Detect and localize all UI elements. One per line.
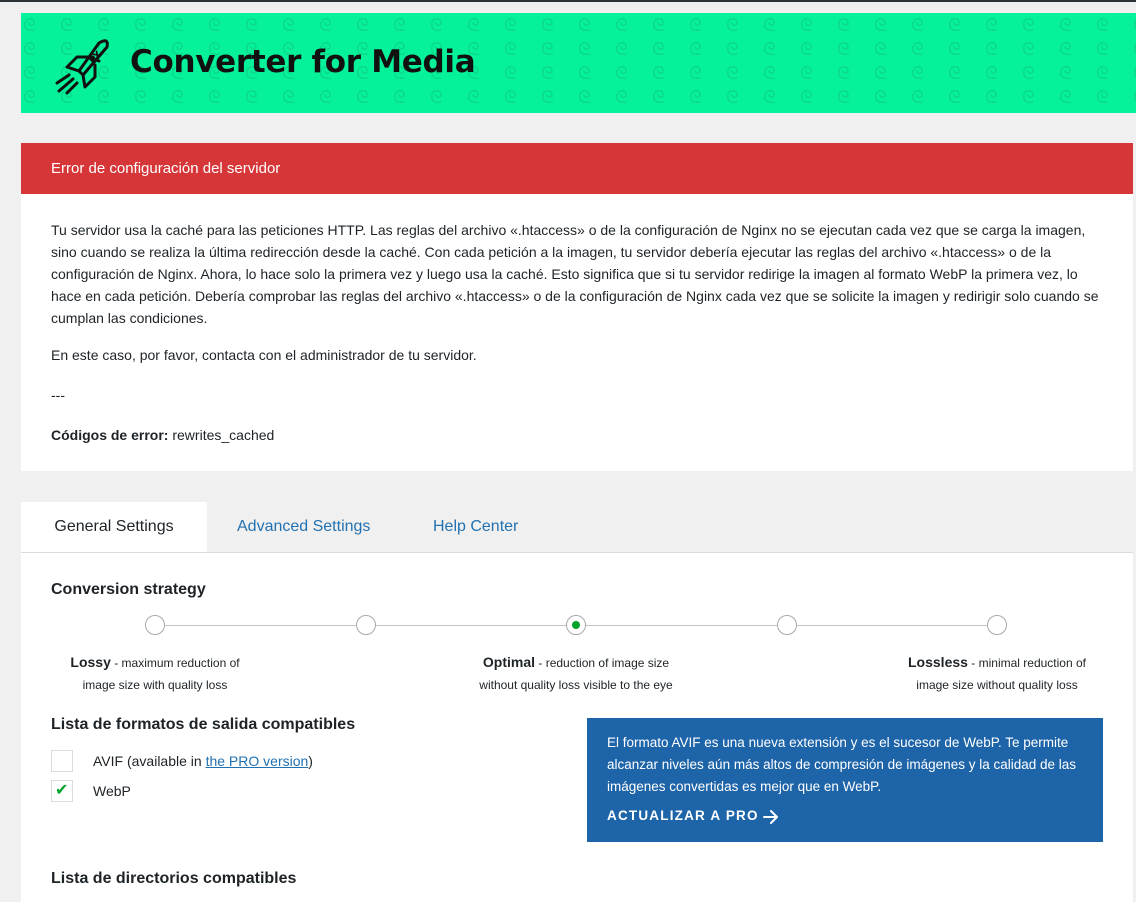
error-codes-label: Códigos de error: — [51, 427, 169, 443]
error-notice-title: Error de configuración del servidor — [51, 160, 281, 177]
error-separator: --- — [51, 387, 65, 403]
strategy-desc: - reduction of image size — [535, 656, 670, 670]
strategy-selected-dot — [572, 621, 580, 629]
settings-tabs — [21, 502, 1133, 553]
webp-label: WebP — [93, 783, 131, 799]
avif-promo-box — [587, 718, 1103, 842]
strategy-desc: without quality loss visible to the eye — [479, 678, 673, 692]
strategy-option-lossy[interactable] — [145, 615, 165, 635]
rocket-logo-icon — [49, 31, 115, 97]
avif-checkbox[interactable] — [51, 750, 73, 772]
strategy-option-optimal[interactable] — [566, 615, 586, 635]
error-notice-header — [21, 143, 1133, 194]
error-contact-text: En este caso, por favor, contacta con el administrador de tu servidor. — [51, 347, 477, 363]
directories-title: Lista de directorios compatibles — [51, 870, 297, 887]
strategy-option-lossless[interactable] — [987, 615, 1007, 635]
error-codes-value: rewrites_cached — [172, 427, 275, 443]
window-top-border — [0, 0, 1136, 2]
conversion-strategy-title: Conversion strategy — [51, 581, 206, 598]
strategy-option-4[interactable] — [777, 615, 797, 635]
avif-label — [93, 753, 313, 769]
general-settings-panel — [21, 553, 1133, 902]
strategy-desc: - maximum reduction of — [110, 656, 240, 670]
formats-title: Lista de formatos de salida compatibles — [51, 716, 356, 733]
strategy-label-lossy — [35, 651, 275, 696]
strategy-name: Lossy — [70, 654, 111, 670]
tab-help-center[interactable]: Help Center — [433, 518, 519, 535]
strategy-desc: image size without quality loss — [916, 678, 1078, 692]
error-description: Tu servidor usa la caché para las peticiones HTTP. Las reglas del archivo «.htaccess» o de la configuración de Nginx no se ejecutan cada vez que se carga la imagen, sino cuando se realiza la última redirección desde la caché. Con cada petición a la imagen, tu servidor debería ejecutar las reglas del archivo «.htaccess» o de la configuración de Nginx. Ahora, lo hace solo la primera vez y luego usa la caché. Esto significa que si tu servidor redirige la imagen al formato WebP la primera vez, lo hace en cada petición. Debería comprobar las reglas del archivo «.htaccess» o de la configuración de Nginx cada vez que se solicite la imagen y redirigir solo cuando se cumplan las condiciones. — [51, 222, 1099, 326]
tab-general-settings[interactable]: General Settings — [21, 502, 207, 552]
webp-checkbox[interactable] — [51, 780, 73, 802]
strategy-desc: - minimal reduction of — [967, 656, 1086, 670]
strategy-name: Lossless — [908, 654, 968, 670]
arrow-right-icon — [763, 810, 779, 824]
error-codes — [51, 427, 274, 443]
strategy-option-2[interactable] — [356, 615, 376, 635]
strategy-label-optimal — [456, 651, 696, 696]
plugin-header-banner — [21, 13, 1136, 113]
checkmark-icon: ✔ — [55, 782, 69, 799]
error-notice-body — [21, 194, 1133, 471]
strategy-name: Optimal — [482, 654, 536, 670]
upgrade-pro-button[interactable]: ACTUALIZAR A PRO — [607, 808, 759, 823]
plugin-title: Converter for Media — [130, 44, 476, 80]
promo-text: El formato AVIF es una nueva extensión y es el sucesor de WebP. Te permite alcanzar niveles aún más altos de compresión de imágenes y la calidad de las imágenes convertidas es mejor que en WebP. — [607, 735, 1077, 794]
tab-advanced-settings[interactable]: Advanced Settings — [237, 518, 371, 535]
avif-label-suffix: ) — [308, 753, 313, 769]
avif-label-text: AVIF (available in — [93, 753, 206, 769]
svg-text:PX: PX — [87, 49, 103, 65]
strategy-desc: image size with quality loss — [82, 678, 228, 692]
strategy-label-lossless — [877, 651, 1117, 696]
pro-version-link[interactable]: the PRO version — [205, 753, 309, 769]
